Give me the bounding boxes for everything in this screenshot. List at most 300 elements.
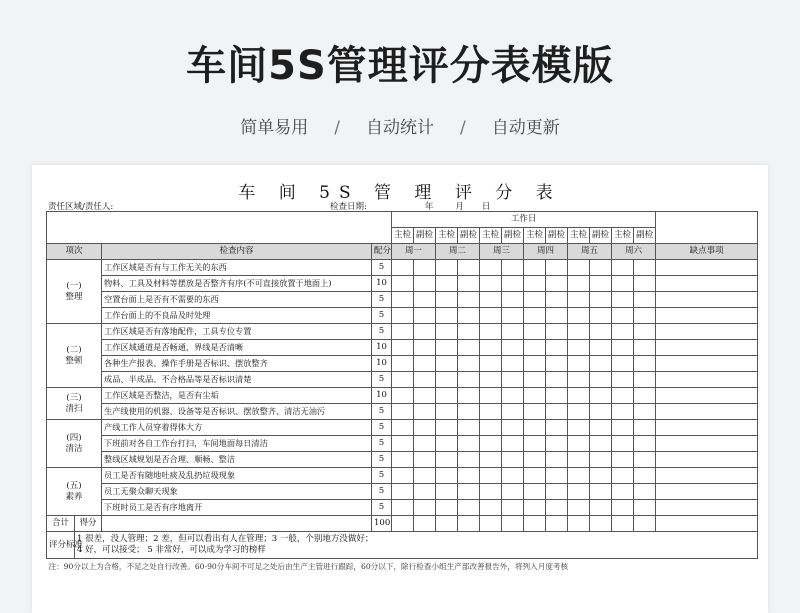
issue-entry-cell (656, 452, 758, 468)
score-entry-cell (392, 308, 414, 324)
check-content: 下班时员工是否有序地离开 (102, 500, 372, 516)
score-entry-cell (546, 388, 568, 404)
score-entry-cell (546, 260, 568, 276)
check-content: 工作区域是否整洁，是否有尘垢 (102, 388, 372, 404)
score-entry-cell (480, 436, 502, 452)
score-entry-cell (568, 260, 590, 276)
score-entry-cell (414, 292, 436, 308)
issue-entry-cell (656, 372, 758, 388)
score-entry-cell (458, 484, 480, 500)
score-entry-cell (458, 388, 480, 404)
col-content-header: 检查内容 (102, 244, 372, 260)
score-entry-cell (524, 356, 546, 372)
score-entry-cell (568, 452, 590, 468)
score-entry-cell (590, 292, 612, 308)
score-entry-cell (612, 388, 634, 404)
score-entry-cell (546, 372, 568, 388)
check-score: 5 (372, 308, 392, 324)
check-score: 5 (372, 468, 392, 484)
total-score: 100 (372, 516, 392, 532)
score-entry-cell (612, 500, 634, 516)
score-entry-cell (546, 452, 568, 468)
check-content: 员工无聚众聊天现象 (102, 484, 372, 500)
score-entry-cell (524, 276, 546, 292)
score-entry-cell (546, 468, 568, 484)
date-month: 月 (455, 202, 464, 212)
score-entry-cell (590, 372, 612, 388)
score-entry-cell (568, 388, 590, 404)
inspector-main-label: 主检 (480, 228, 502, 244)
score-entry-cell (546, 356, 568, 372)
check-score: 5 (372, 436, 392, 452)
score-entry-cell (502, 452, 524, 468)
issue-entry-cell (656, 260, 758, 276)
score-entry-cell (590, 420, 612, 436)
score-entry-cell (436, 324, 458, 340)
score-entry-cell (414, 500, 436, 516)
score-entry-cell (524, 260, 546, 276)
score-entry-cell (480, 308, 502, 324)
score-entry-cell (524, 452, 546, 468)
score-entry-cell (480, 452, 502, 468)
check-item-row (47, 356, 758, 372)
score-entry-cell (612, 356, 634, 372)
score-entry-cell (590, 260, 612, 276)
score-entry-cell (568, 340, 590, 356)
score-entry-cell (480, 356, 502, 372)
score-entry-cell (458, 436, 480, 452)
score-entry-cell (590, 484, 612, 500)
check-score: 5 (372, 452, 392, 468)
score-entry-cell (414, 276, 436, 292)
score-entry-cell (458, 372, 480, 388)
score-entry-cell (546, 308, 568, 324)
check-score: 5 (372, 260, 392, 276)
score-entry-cell (524, 324, 546, 340)
score-entry-cell (392, 436, 414, 452)
score-entry-cell (546, 324, 568, 340)
check-item-row (47, 468, 758, 484)
score-entry-cell (436, 372, 458, 388)
check-item-row (47, 500, 758, 516)
score-entry-cell (392, 404, 414, 420)
score-entry-cell (568, 356, 590, 372)
score-entry-cell (634, 340, 656, 356)
score-entry-cell (546, 484, 568, 500)
score-entry-cell (634, 484, 656, 500)
inspector-sub-label: 副检 (502, 228, 524, 244)
score-entry-cell (612, 452, 634, 468)
score-entry-cell (634, 356, 656, 372)
score-entry-cell (524, 292, 546, 308)
issue-entry-cell (656, 388, 758, 404)
score-entry-cell (568, 404, 590, 420)
total-entry-cell (414, 516, 436, 532)
col-issue-header: 缺点事项 (656, 244, 758, 260)
check-item-row (47, 452, 758, 468)
score-entry-cell (590, 468, 612, 484)
score-entry-cell (568, 292, 590, 308)
total-entry-cell (392, 516, 414, 532)
check-content: 工作台面上的不良品及时处理 (102, 308, 372, 324)
check-content: 下班前对各自工作台打扫，车间地面每日清洁 (102, 436, 372, 452)
inspector-main-label: 主检 (612, 228, 634, 244)
check-content: 各种生产报表、操作手册是否标识、摆放整齐 (102, 356, 372, 372)
score-entry-cell (392, 356, 414, 372)
score-entry-cell (546, 436, 568, 452)
check-content: 空置台面上是否有不需要的东西 (102, 292, 372, 308)
feature-tag-auto-stats: 自动统计 (366, 118, 434, 138)
score-entry-cell (502, 276, 524, 292)
score-entry-cell (590, 308, 612, 324)
issue-entry-cell (656, 356, 758, 372)
inspector-sub-label: 副检 (634, 228, 656, 244)
score-entry-cell (524, 372, 546, 388)
total-issue-cell (656, 516, 758, 532)
total-entry-cell (612, 516, 634, 532)
score-entry-cell (634, 420, 656, 436)
score-entry-cell (436, 468, 458, 484)
check-item-row (47, 484, 758, 500)
inspector-main-label: 主检 (436, 228, 458, 244)
score-entry-cell (502, 484, 524, 500)
score-entry-cell (568, 324, 590, 340)
score-entry-cell (414, 356, 436, 372)
score-entry-cell (458, 276, 480, 292)
check-item-row (47, 420, 758, 436)
score-entry-cell (392, 452, 414, 468)
score-entry-cell (392, 276, 414, 292)
column-header-row (47, 244, 758, 260)
date-day: 日 (481, 202, 491, 212)
score-entry-cell (458, 420, 480, 436)
score-entry-cell (634, 276, 656, 292)
score-entry-cell (458, 324, 480, 340)
score-entry-cell (414, 484, 436, 500)
score-entry-cell (568, 484, 590, 500)
score-sheet-preview (32, 165, 768, 613)
score-entry-cell (436, 420, 458, 436)
score-entry-cell (634, 468, 656, 484)
score-table (46, 211, 758, 574)
score-entry-cell (458, 356, 480, 372)
score-entry-cell (612, 420, 634, 436)
score-entry-cell (612, 260, 634, 276)
score-entry-cell (590, 452, 612, 468)
score-entry-cell (612, 372, 634, 388)
score-entry-cell (634, 372, 656, 388)
score-entry-cell (524, 436, 546, 452)
score-entry-cell (524, 340, 546, 356)
issue-entry-cell (656, 276, 758, 292)
check-score: 5 (372, 324, 392, 340)
score-entry-cell (414, 260, 436, 276)
score-entry-cell (436, 500, 458, 516)
score-entry-cell (568, 468, 590, 484)
score-entry-cell (414, 436, 436, 452)
category-label: (四) 清洁 (47, 420, 102, 468)
score-entry-cell (634, 436, 656, 452)
workday-label: 工作日 (392, 212, 656, 228)
weekday-header: 周一 (392, 244, 436, 260)
score-entry-cell (634, 324, 656, 340)
score-entry-cell (502, 404, 524, 420)
score-entry-cell (414, 468, 436, 484)
score-entry-cell (590, 388, 612, 404)
score-entry-cell (590, 404, 612, 420)
score-entry-cell (634, 388, 656, 404)
standard-line: 1 很差，没人管理；2 差，但可以看出有人在管理；3 一般，个别地方没做好； (77, 534, 374, 544)
score-entry-cell (524, 420, 546, 436)
score-entry-cell (502, 420, 524, 436)
score-entry-cell (524, 308, 546, 324)
score-entry-cell (414, 420, 436, 436)
issue-entry-cell (656, 420, 758, 436)
standard-line: 4 好，可以接受； 5 非常好，可以成为学习的榜样 (77, 545, 266, 555)
score-entry-cell (436, 484, 458, 500)
col-item-header: 项次 (47, 244, 102, 260)
issue-entry-cell (656, 436, 758, 452)
score-entry-cell (502, 324, 524, 340)
score-entry-cell (392, 420, 414, 436)
total-label: 合计 (47, 516, 75, 532)
total-entry-cell (568, 516, 590, 532)
check-score: 5 (372, 372, 392, 388)
score-entry-cell (546, 500, 568, 516)
header-blank-cell (656, 212, 758, 244)
header-blank-cell (47, 212, 392, 244)
check-item-row (47, 436, 758, 452)
check-score: 5 (372, 404, 392, 420)
check-score: 5 (372, 484, 392, 500)
total-entry-cell (590, 516, 612, 532)
standard-label: 评分标准 (47, 532, 75, 559)
footnote-row (47, 559, 758, 575)
score-entry-cell (392, 388, 414, 404)
score-entry-cell (436, 340, 458, 356)
check-content: 生产线使用的机器、设备等是否标识、摆放整齐、清洁无油污 (102, 404, 372, 420)
score-entry-cell (436, 276, 458, 292)
score-entry-cell (612, 404, 634, 420)
score-entry-cell (502, 468, 524, 484)
total-row (47, 516, 758, 532)
col-score-header: 配分 (372, 244, 392, 260)
category-label: (一) 整理 (47, 260, 102, 324)
score-entry-cell (458, 292, 480, 308)
total-entry-cell (546, 516, 568, 532)
check-content: 整线区域规划是否合理、顺畅、整洁 (102, 452, 372, 468)
score-entry-cell (436, 404, 458, 420)
weekday-header: 周四 (524, 244, 568, 260)
score-entry-cell (480, 404, 502, 420)
score-entry-cell (480, 340, 502, 356)
inspector-main-label: 主检 (392, 228, 414, 244)
score-entry-cell (634, 260, 656, 276)
weekday-header: 周三 (480, 244, 524, 260)
score-entry-cell (436, 260, 458, 276)
score-entry-cell (458, 404, 480, 420)
score-entry-cell (480, 324, 502, 340)
tag-separator: / (334, 118, 340, 138)
check-score: 10 (372, 388, 392, 404)
score-label: 得分 (75, 516, 102, 532)
score-entry-cell (502, 356, 524, 372)
category-label: (五) 素养 (47, 468, 102, 516)
check-item-row (47, 260, 758, 276)
check-item-row (47, 308, 758, 324)
score-entry-cell (502, 292, 524, 308)
score-entry-cell (414, 388, 436, 404)
check-score: 5 (372, 500, 392, 516)
score-entry-cell (568, 276, 590, 292)
category-label: (三) 清扫 (47, 388, 102, 420)
check-item-row (47, 372, 758, 388)
footnote: 注：90分以上为合格，不足之处自行改善。60-90分车间不可足之处后由生产主管进行跟踪，60分以下，除行检查小组生产部改善报告外，将列入月度考核 (48, 562, 569, 571)
date-year: 年 (424, 202, 434, 212)
score-entry-cell (524, 484, 546, 500)
weekday-header: 周二 (436, 244, 480, 260)
tag-separator: / (460, 118, 466, 138)
score-entry-cell (436, 292, 458, 308)
standard-row (47, 532, 758, 559)
score-entry-cell (436, 452, 458, 468)
feature-tag-auto-update: 自动更新 (491, 118, 560, 138)
score-entry-cell (502, 436, 524, 452)
score-entry-cell (414, 324, 436, 340)
score-entry-cell (612, 468, 634, 484)
check-content: 产线工作人员穿着得体大方 (102, 420, 372, 436)
issue-entry-cell (656, 292, 758, 308)
total-entry-cell (436, 516, 458, 532)
score-entry-cell (392, 292, 414, 308)
check-content: 工作区域是否有与工作无关的东西 (102, 260, 372, 276)
responsible-label: 责任区域/责任人: (48, 202, 114, 212)
score-entry-cell (480, 388, 502, 404)
score-entry-cell (480, 276, 502, 292)
score-entry-cell (634, 292, 656, 308)
inspector-main-label: 主检 (524, 228, 546, 244)
score-entry-cell (546, 340, 568, 356)
score-entry-cell (480, 500, 502, 516)
check-content: 物料、工具及材料等摆放是否整齐有序(不可直接放置于地面上) (102, 276, 372, 292)
score-entry-cell (612, 324, 634, 340)
sheet-title: 车 间 5S 管 理 评 分 表 (238, 183, 562, 203)
score-entry-cell (414, 452, 436, 468)
score-entry-cell (436, 308, 458, 324)
score-entry-cell (480, 372, 502, 388)
score-entry-cell (634, 308, 656, 324)
score-entry-cell (590, 436, 612, 452)
score-entry-cell (590, 356, 612, 372)
score-entry-cell (612, 276, 634, 292)
inspector-sub-label: 副检 (414, 228, 436, 244)
feature-tags (0, 113, 800, 138)
score-entry-cell (502, 500, 524, 516)
check-score: 10 (372, 276, 392, 292)
score-entry-cell (502, 308, 524, 324)
check-item-row (47, 276, 758, 292)
total-blank-cell (102, 516, 372, 532)
inspector-sub-label: 副检 (458, 228, 480, 244)
score-entry-cell (458, 452, 480, 468)
issue-entry-cell (656, 324, 758, 340)
score-entry-cell (502, 340, 524, 356)
score-entry-cell (436, 436, 458, 452)
score-entry-cell (612, 340, 634, 356)
score-entry-cell (414, 340, 436, 356)
total-entry-cell (524, 516, 546, 532)
check-item-row (47, 292, 758, 308)
standard-text (75, 532, 758, 559)
score-entry-cell (414, 308, 436, 324)
check-content: 员工是否有随地吐痰及乱扔垃圾现象 (102, 468, 372, 484)
check-score: 10 (372, 356, 392, 372)
score-entry-cell (568, 500, 590, 516)
score-entry-cell (524, 468, 546, 484)
score-entry-cell (634, 452, 656, 468)
issue-entry-cell (656, 500, 758, 516)
score-entry-cell (524, 404, 546, 420)
score-entry-cell (568, 420, 590, 436)
score-entry-cell (590, 340, 612, 356)
weekday-header: 周六 (612, 244, 656, 260)
score-entry-cell (612, 292, 634, 308)
issue-entry-cell (656, 340, 758, 356)
issue-entry-cell (656, 468, 758, 484)
score-entry-cell (634, 500, 656, 516)
inspector-main-label: 主检 (568, 228, 590, 244)
check-score: 5 (372, 420, 392, 436)
score-entry-cell (612, 436, 634, 452)
check-content: 工作区域通道是否畅通，界线是否清晰 (102, 340, 372, 356)
check-score: 5 (372, 292, 392, 308)
check-item-row (47, 324, 758, 340)
issue-entry-cell (656, 484, 758, 500)
score-entry-cell (458, 500, 480, 516)
score-entry-cell (480, 484, 502, 500)
score-entry-cell (414, 372, 436, 388)
score-entry-cell (590, 276, 612, 292)
score-entry-cell (590, 324, 612, 340)
score-entry-cell (436, 388, 458, 404)
score-entry-cell (568, 436, 590, 452)
score-entry-cell (612, 308, 634, 324)
total-entry-cell (458, 516, 480, 532)
check-score: 10 (372, 340, 392, 356)
score-entry-cell (392, 260, 414, 276)
check-item-row (47, 340, 758, 356)
inspector-sub-label: 副检 (546, 228, 568, 244)
score-entry-cell (546, 276, 568, 292)
score-entry-cell (568, 308, 590, 324)
score-entry-cell (524, 388, 546, 404)
score-entry-cell (480, 260, 502, 276)
score-entry-cell (546, 420, 568, 436)
check-item-row (47, 404, 758, 420)
total-entry-cell (634, 516, 656, 532)
weekday-header: 周五 (568, 244, 612, 260)
score-entry-cell (546, 292, 568, 308)
score-entry-cell (392, 324, 414, 340)
score-entry-cell (568, 372, 590, 388)
score-entry-cell (392, 340, 414, 356)
score-entry-cell (502, 388, 524, 404)
score-entry-cell (458, 308, 480, 324)
issue-entry-cell (656, 308, 758, 324)
page-title: 车间5S管理评分表模版 (186, 43, 614, 89)
score-entry-cell (480, 420, 502, 436)
workday-header-row (47, 212, 758, 228)
